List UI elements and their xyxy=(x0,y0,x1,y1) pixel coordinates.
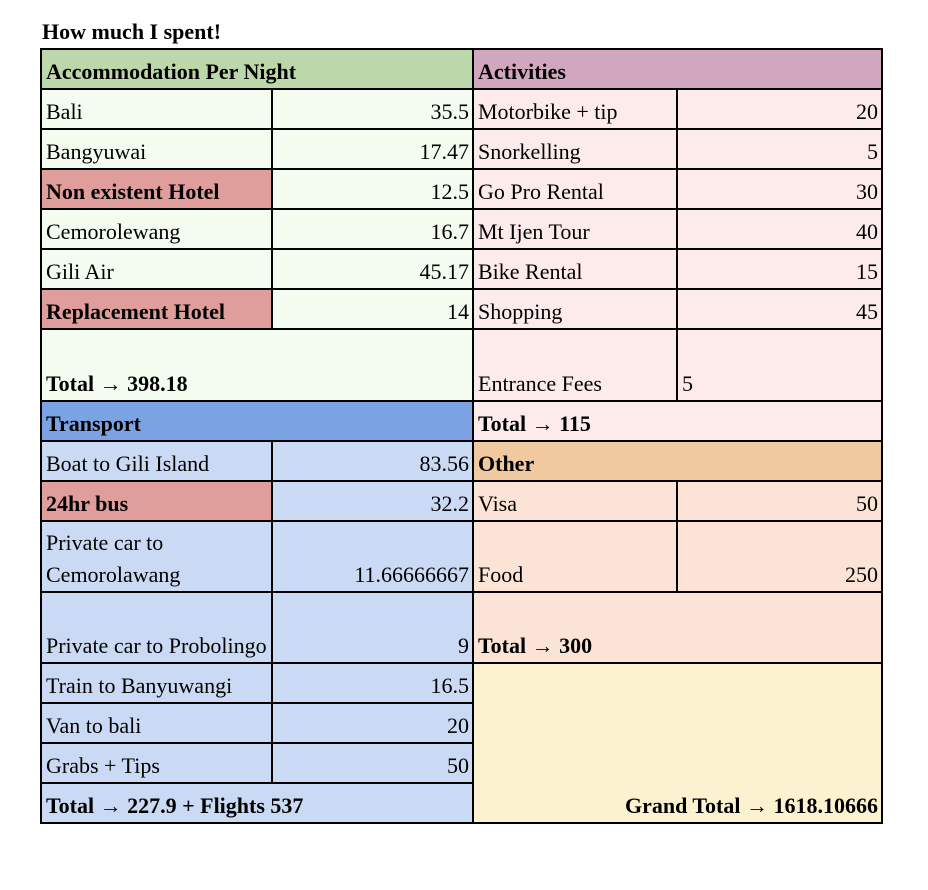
transport-value-cell[interactable]: 11.66666667 xyxy=(272,521,473,592)
other-total-cell[interactable]: Total → 300 xyxy=(473,592,882,663)
activities-value-cell[interactable]: 15 xyxy=(677,249,882,289)
activities-label-cell[interactable]: Shopping xyxy=(473,289,677,329)
accommodation-total-cell[interactable]: Total → 398.18 xyxy=(41,329,473,401)
sheet-title: How much I spent! xyxy=(42,19,222,44)
grand-total-cell[interactable]: Grand Total → 1618.10666 xyxy=(473,663,882,823)
activities-value-cell[interactable]: 30 xyxy=(677,169,882,209)
other-value-cell[interactable]: 50 xyxy=(677,481,882,521)
table-row xyxy=(41,169,882,209)
activities-value-cell[interactable]: 20 xyxy=(677,89,882,129)
activities-label-cell[interactable]: Mt Ijen Tour xyxy=(473,209,677,249)
table-row xyxy=(41,481,882,521)
transport-value-cell[interactable]: 50 xyxy=(272,743,473,783)
activities-label-cell[interactable]: Bike Rental xyxy=(473,249,677,289)
table-row xyxy=(41,289,882,329)
transport-header[interactable]: Transport xyxy=(41,401,473,441)
accommodation-label-cell[interactable]: Gili Air xyxy=(41,249,272,289)
accommodation-value-cell[interactable]: 35.5 xyxy=(272,89,473,129)
spending-table xyxy=(40,48,883,824)
transport-value-cell[interactable]: 9 xyxy=(272,592,473,663)
other-header[interactable]: Other xyxy=(473,441,882,481)
accommodation-label-cell[interactable]: Cemorolewang xyxy=(41,209,272,249)
accommodation-value-cell[interactable]: 12.5 xyxy=(272,169,473,209)
table-row xyxy=(41,249,882,289)
transport-label-cell[interactable]: Train to Banyuwangi xyxy=(41,663,272,703)
transport-value-cell[interactable]: 20 xyxy=(272,703,473,743)
transport-value-cell[interactable]: 32.2 xyxy=(272,481,473,521)
transport-label-cell[interactable]: Grabs + Tips xyxy=(41,743,272,783)
activities-label-cell[interactable]: Snorkelling xyxy=(473,129,677,169)
activities-label-cell[interactable]: Motorbike + tip xyxy=(473,89,677,129)
other-label-cell[interactable]: Food xyxy=(473,521,677,592)
accommodation-value-cell[interactable]: 45.17 xyxy=(272,249,473,289)
activities-total-cell[interactable]: Total → 115 xyxy=(473,401,882,441)
transport-label-cell[interactable]: Van to bali xyxy=(41,703,272,743)
table-row xyxy=(41,521,882,592)
table-row xyxy=(41,329,882,401)
transport-label-cell[interactable]: 24hr bus xyxy=(41,481,272,521)
activities-value-cell[interactable]: 5 xyxy=(677,329,882,401)
accommodation-label-cell[interactable]: Non existent Hotel xyxy=(41,169,272,209)
table-row xyxy=(41,441,882,481)
activities-value-cell[interactable]: 45 xyxy=(677,289,882,329)
table-row xyxy=(41,89,882,129)
transport-label-cell[interactable]: Private car to Cemorolawang xyxy=(41,521,272,592)
table-row xyxy=(41,129,882,169)
transport-value-cell[interactable]: 83.56 xyxy=(272,441,473,481)
accommodation-value-cell[interactable]: 14 xyxy=(272,289,473,329)
table-row xyxy=(41,49,882,89)
table-row xyxy=(41,401,882,441)
other-label-cell[interactable]: Visa xyxy=(473,481,677,521)
accommodation-label-cell[interactable]: Bali xyxy=(41,89,272,129)
accommodation-header[interactable]: Accommodation Per Night xyxy=(41,49,473,89)
activities-value-cell[interactable]: 5 xyxy=(677,129,882,169)
activities-label-cell[interactable]: Go Pro Rental xyxy=(473,169,677,209)
transport-value-cell[interactable]: 16.5 xyxy=(272,663,473,703)
accommodation-label-cell[interactable]: Replacement Hotel xyxy=(41,289,272,329)
other-value-cell[interactable]: 250 xyxy=(677,521,882,592)
transport-label-cell[interactable]: Private car to Probolingo xyxy=(41,592,272,663)
activities-value-cell[interactable]: 40 xyxy=(677,209,882,249)
accommodation-value-cell[interactable]: 16.7 xyxy=(272,209,473,249)
activities-header[interactable]: Activities xyxy=(473,49,882,89)
accommodation-label-cell[interactable]: Bangyuwai xyxy=(41,129,272,169)
transport-label-cell[interactable]: Boat to Gili Island xyxy=(41,441,272,481)
activities-label-cell[interactable]: Entrance Fees xyxy=(473,329,677,401)
transport-total-cell[interactable]: Total → 227.9 + Flights 537 xyxy=(41,783,473,823)
table-row xyxy=(41,209,882,249)
table-row xyxy=(41,592,882,663)
table-row xyxy=(41,663,882,703)
accommodation-value-cell[interactable]: 17.47 xyxy=(272,129,473,169)
